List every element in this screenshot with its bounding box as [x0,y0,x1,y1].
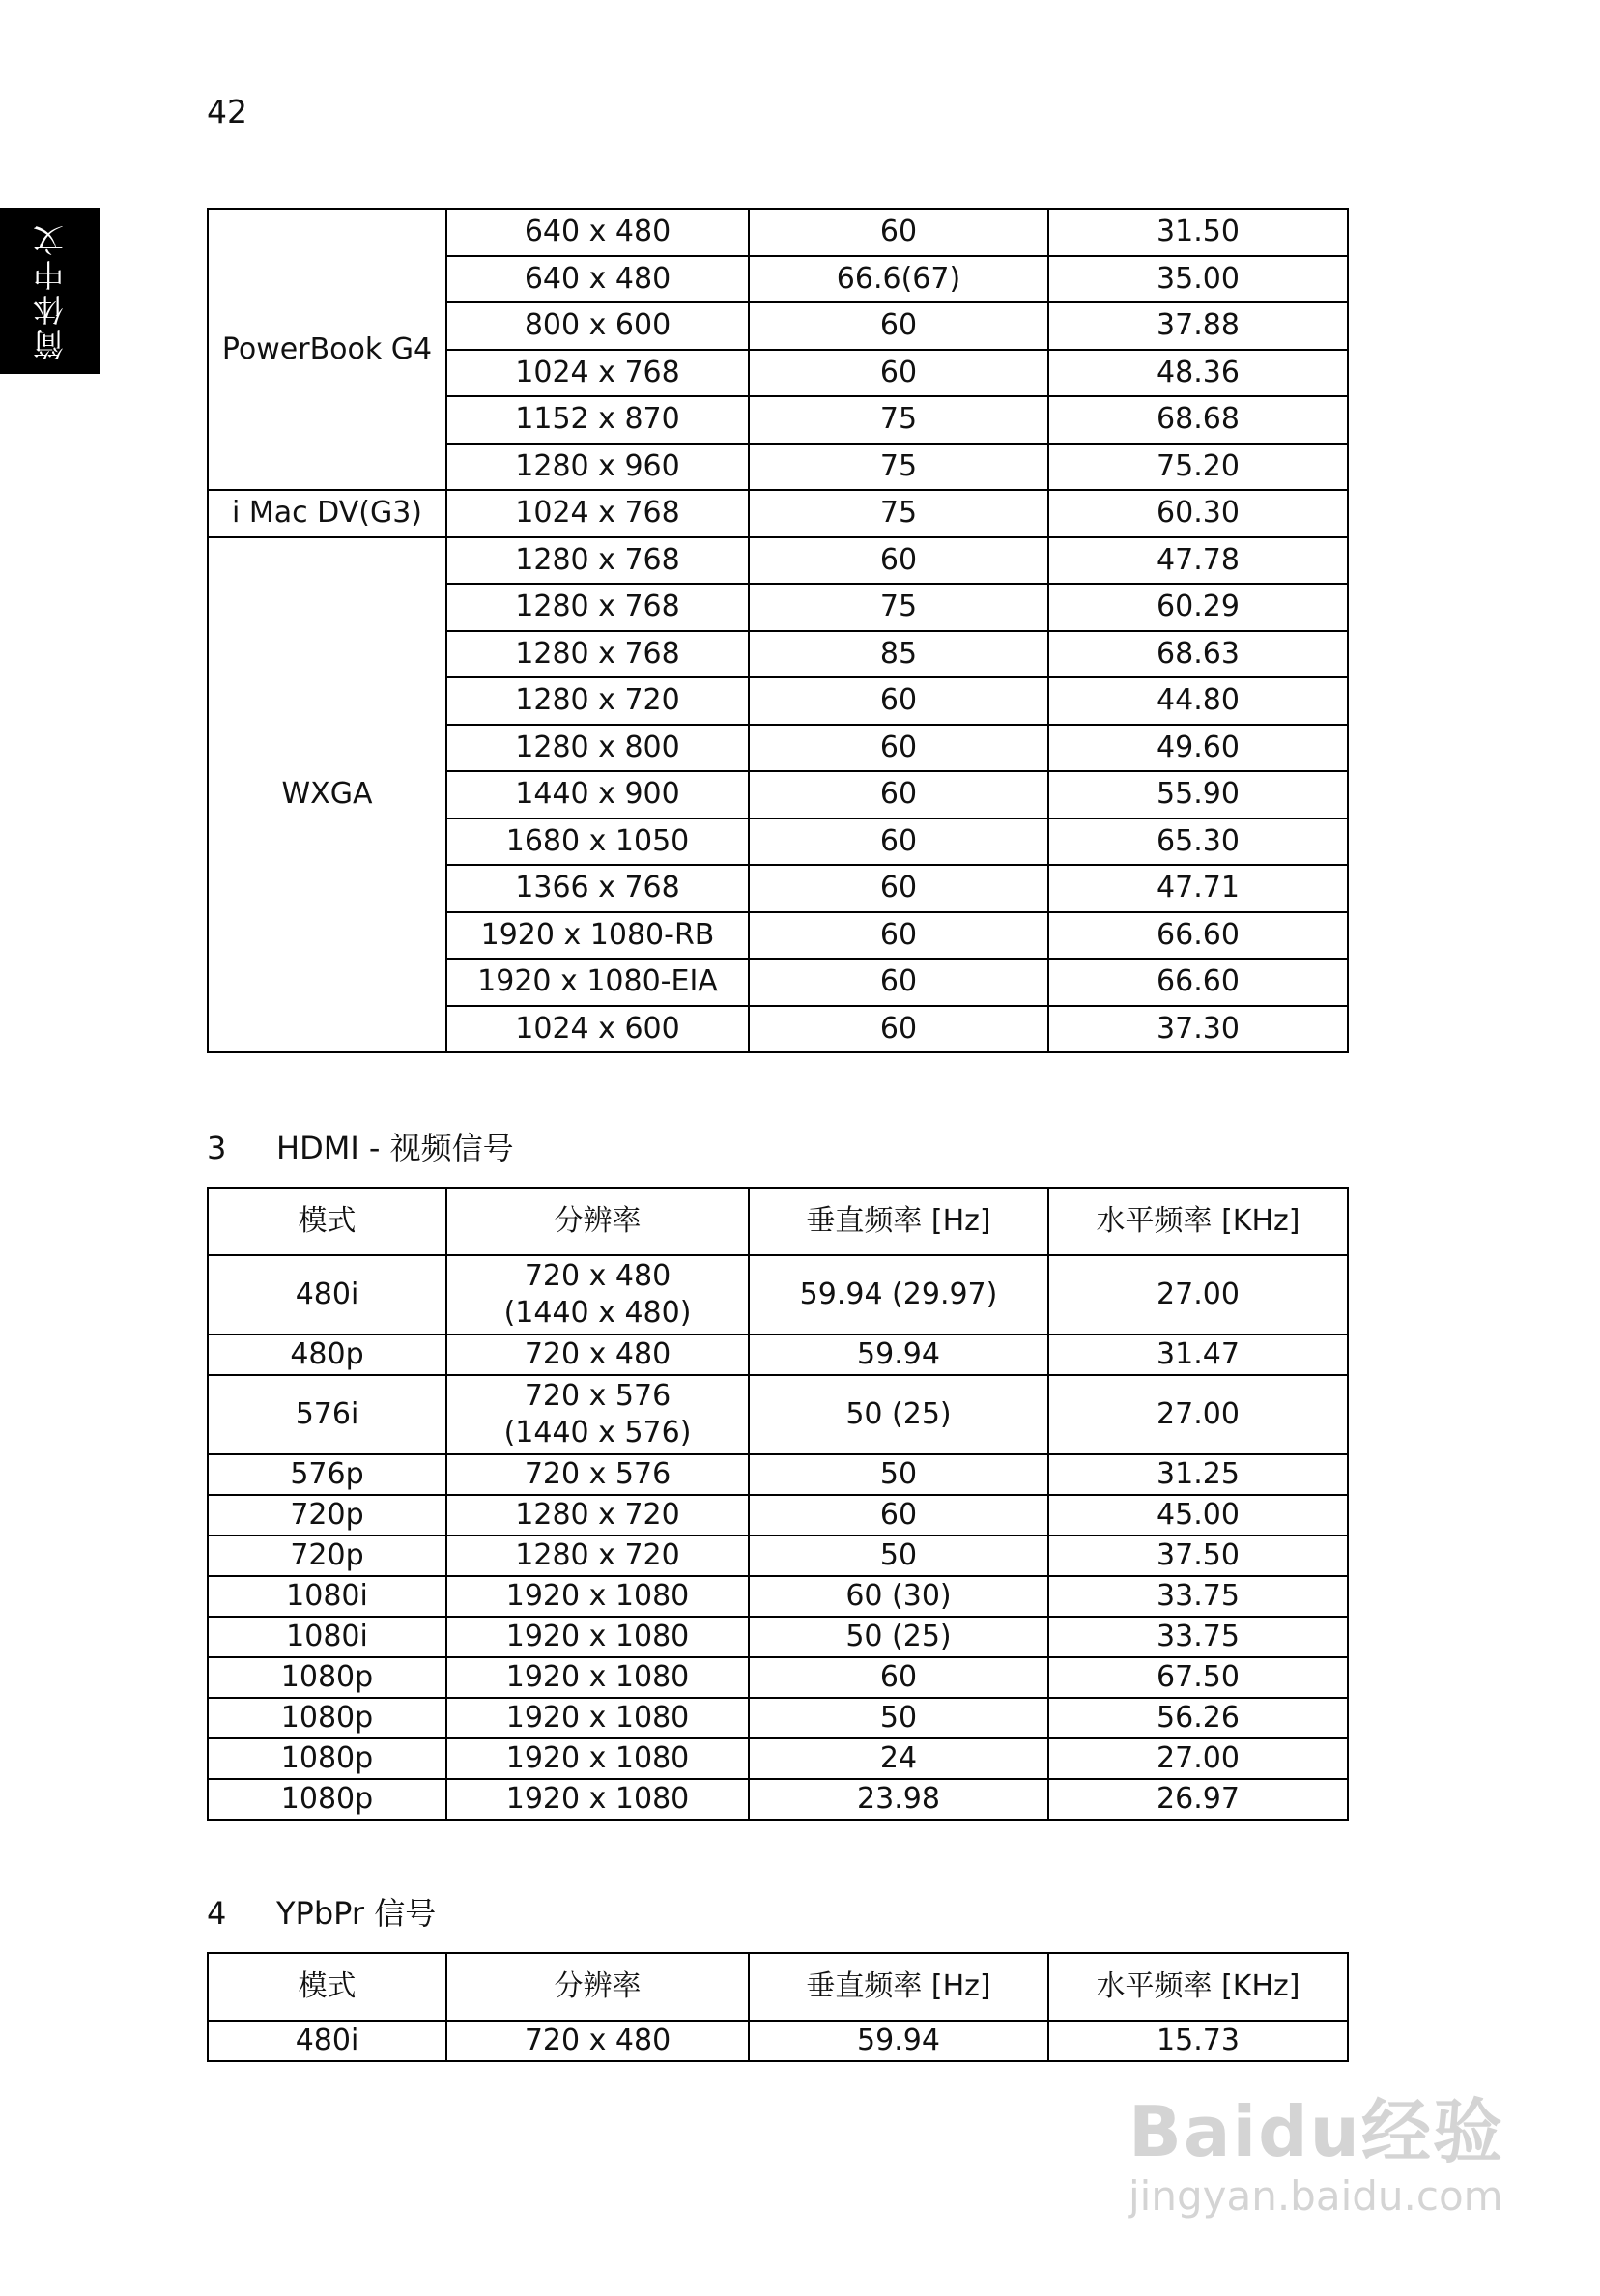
mode-cell: 720p [208,1535,446,1576]
horizontal-frequency-cell: 60.30 [1048,490,1348,537]
resolution-line: 1920 x 1080 [505,1620,690,1653]
vertical-frequency-cell: 60 [749,537,1048,585]
vertical-frequency-cell: 60 [749,865,1048,912]
vertical-frequency-cell: 60 [749,302,1048,350]
vertical-frequency-cell: 60 [749,350,1048,397]
resolution-cell [446,1255,749,1335]
resolution-cell [446,1576,749,1617]
mode-cell: 1080i [208,1617,446,1657]
mode-group-cell: PowerBook G4 [208,209,446,490]
mode-group-cell: i Mac DV(G3) [208,490,446,537]
horizontal-frequency-cell: 31.50 [1048,209,1348,256]
resolution-cell [446,1657,749,1698]
column-header: 垂直频率 [Hz] [749,1953,1048,2021]
resolution-cell: 1280 x 768 [446,584,749,631]
horizontal-frequency-cell: 68.68 [1048,396,1348,444]
table-row [208,1779,1348,1820]
resolution-cell: 1024 x 768 [446,490,749,537]
vertical-frequency-cell: 50 (25) [749,1375,1048,1454]
resolution-line: 1920 x 1080 [505,1701,690,1735]
horizontal-frequency-cell: 67.50 [1048,1657,1348,1698]
resolution-cell: 1920 x 1080-EIA [446,959,749,1006]
resolution-cell [446,1617,749,1657]
horizontal-frequency-cell: 49.60 [1048,725,1348,772]
mode-cell: 720p [208,1495,446,1535]
horizontal-frequency-cell: 35.00 [1048,256,1348,303]
header-row [208,1953,1348,2021]
resolution-line: 1920 x 1080 [505,1782,690,1816]
mode-cell: 1080p [208,1738,446,1779]
column-header: 水平频率 [KHz] [1048,1953,1348,2021]
vertical-frequency-cell: 60 [749,1495,1048,1535]
vertical-frequency-cell: 23.98 [749,1779,1048,1820]
vga-timing-table [207,208,1349,1053]
resolution-cell [446,1738,749,1779]
ypbpr-timing-table [207,1952,1349,2062]
vertical-frequency-cell: 60 [749,677,1048,725]
resolution-cell: 640 x 480 [446,256,749,303]
mode-cell: 480i [208,1255,446,1335]
horizontal-frequency-cell: 37.88 [1048,302,1348,350]
horizontal-frequency-cell: 31.47 [1048,1335,1348,1375]
resolution-line: 720 x 480 [524,1259,671,1293]
resolution-cell [446,1779,749,1820]
horizontal-frequency-cell: 68.63 [1048,631,1348,678]
horizontal-frequency-cell: 37.30 [1048,1006,1348,1053]
mode-cell: 1080p [208,1657,446,1698]
resolution-line: 1920 x 1080 [505,1660,690,1694]
horizontal-frequency-cell: 47.78 [1048,537,1348,585]
mode-cell: 576p [208,1454,446,1495]
resolution-line: 1920 x 1080 [505,1741,690,1775]
horizontal-frequency-cell: 27.00 [1048,1738,1348,1779]
vertical-frequency-cell: 75 [749,396,1048,444]
horizontal-frequency-cell: 56.26 [1048,1698,1348,1738]
table-row [208,1454,1348,1495]
language-tab-label: 简体中文 [32,221,69,360]
ypbpr-section-heading [207,1889,436,1934]
horizontal-frequency-cell: 66.60 [1048,912,1348,960]
column-header: 垂直频率 [Hz] [749,1188,1048,1255]
horizontal-frequency-cell: 45.00 [1048,1495,1348,1535]
vertical-frequency-cell: 75 [749,444,1048,491]
horizontal-frequency-cell: 75.20 [1048,444,1348,491]
table-row [208,1375,1348,1454]
vertical-frequency-cell: 75 [749,584,1048,631]
resolution-cell: 1280 x 768 [446,537,749,585]
column-header: 模式 [208,1188,446,1255]
watermark-url: jingyan.baidu.com [1129,2172,1503,2220]
language-tab [0,208,100,374]
table-row [208,1738,1348,1779]
section-number: 3 [207,1130,227,1166]
vertical-frequency-cell: 60 [749,1657,1048,1698]
vertical-frequency-cell: 75 [749,490,1048,537]
vertical-frequency-cell: 50 (25) [749,1617,1048,1657]
horizontal-frequency-cell: 33.75 [1048,1617,1348,1657]
resolution-line: 1280 x 720 [515,1538,680,1572]
horizontal-frequency-cell: 27.00 [1048,1255,1348,1335]
horizontal-frequency-cell: 26.97 [1048,1779,1348,1820]
table-row [208,1617,1348,1657]
resolution-cell: 1280 x 720 [446,677,749,725]
table-row [208,537,1348,585]
vertical-frequency-cell: 60 [749,1006,1048,1053]
table-row [208,1657,1348,1698]
resolution-cell: 1280 x 768 [446,631,749,678]
vertical-frequency-cell: 60 [749,912,1048,960]
column-header: 分辨率 [446,1188,749,1255]
horizontal-frequency-cell: 48.36 [1048,350,1348,397]
resolution-cell: 1440 x 900 [446,771,749,818]
column-header: 分辨率 [446,1953,749,2021]
resolution-cell [446,1698,749,1738]
resolution-cell: 1280 x 960 [446,444,749,491]
horizontal-frequency-cell: 31.25 [1048,1454,1348,1495]
mode-cell: 576i [208,1375,446,1454]
table-row [208,1698,1348,1738]
vertical-frequency-cell: 50 [749,1454,1048,1495]
resolution-line: 720 x 576 [524,1457,671,1491]
resolution-line: (1440 x 480) [503,1296,692,1330]
resolution-cell [446,2021,749,2061]
header-row [208,1188,1348,1255]
column-header: 水平频率 [KHz] [1048,1188,1348,1255]
section-title: HDMI - 视频信号 [276,1130,514,1166]
baidu-watermark [1129,2076,1515,2269]
vertical-frequency-cell: 50 [749,1535,1048,1576]
resolution-cell: 1366 x 768 [446,865,749,912]
horizontal-frequency-cell: 65.30 [1048,818,1348,866]
page-number: 42 [207,93,247,130]
horizontal-frequency-cell: 47.71 [1048,865,1348,912]
mode-group-cell: WXGA [208,537,446,1053]
resolution-cell [446,1495,749,1535]
mode-cell: 480i [208,2021,446,2061]
horizontal-frequency-cell: 60.29 [1048,584,1348,631]
resolution-cell: 640 x 480 [446,209,749,256]
vertical-frequency-cell: 60 [749,771,1048,818]
resolution-line: 720 x 576 [524,1379,671,1413]
section-number: 4 [207,1895,227,1932]
vertical-frequency-cell: 60 (30) [749,1576,1048,1617]
resolution-cell [446,1535,749,1576]
resolution-cell [446,1335,749,1375]
watermark-logo: Baidu经验 [1129,2091,1504,2172]
table-row [208,2021,1348,2061]
resolution-cell: 1152 x 870 [446,396,749,444]
vertical-frequency-cell: 50 [749,1698,1048,1738]
table-row [208,1255,1348,1335]
vertical-frequency-cell: 60 [749,209,1048,256]
resolution-line: 1280 x 720 [515,1498,680,1532]
horizontal-frequency-cell: 44.80 [1048,677,1348,725]
table-row [208,1495,1348,1535]
mode-cell: 480p [208,1335,446,1375]
hdmi-section-heading [207,1124,514,1168]
vertical-frequency-cell: 24 [749,1738,1048,1779]
resolution-cell: 1920 x 1080-RB [446,912,749,960]
vertical-frequency-cell: 60 [749,725,1048,772]
horizontal-frequency-cell: 66.60 [1048,959,1348,1006]
hdmi-timing-table [207,1187,1349,1821]
table-row [208,1576,1348,1617]
horizontal-frequency-cell: 15.73 [1048,2021,1348,2061]
vertical-frequency-cell: 85 [749,631,1048,678]
mode-cell: 1080p [208,1779,446,1820]
resolution-cell: 1024 x 600 [446,1006,749,1053]
table-row [208,209,1348,256]
horizontal-frequency-cell: 33.75 [1048,1576,1348,1617]
mode-cell: 1080p [208,1698,446,1738]
mode-cell: 1080i [208,1576,446,1617]
horizontal-frequency-cell: 55.90 [1048,771,1348,818]
resolution-line: 1920 x 1080 [505,1579,690,1613]
resolution-cell [446,1375,749,1454]
resolution-line: 720 x 480 [524,2023,671,2057]
resolution-cell [446,1454,749,1495]
vertical-frequency-cell: 60 [749,818,1048,866]
vertical-frequency-cell: 66.6(67) [749,256,1048,303]
vertical-frequency-cell: 59.94 [749,1335,1048,1375]
table-row [208,1335,1348,1375]
resolution-cell: 800 x 600 [446,302,749,350]
section-title: YPbPr 信号 [276,1895,437,1932]
vertical-frequency-cell: 59.94 [749,2021,1048,2061]
horizontal-frequency-cell: 37.50 [1048,1535,1348,1576]
resolution-cell: 1280 x 800 [446,725,749,772]
table-row [208,490,1348,537]
column-header: 模式 [208,1953,446,2021]
resolution-cell: 1680 x 1050 [446,818,749,866]
vertical-frequency-cell: 60 [749,959,1048,1006]
resolution-line: 720 x 480 [524,1337,671,1371]
horizontal-frequency-cell: 27.00 [1048,1375,1348,1454]
table-row [208,1535,1348,1576]
vertical-frequency-cell: 59.94 (29.97) [749,1255,1048,1335]
resolution-line: (1440 x 576) [503,1416,692,1449]
resolution-cell: 1024 x 768 [446,350,749,397]
